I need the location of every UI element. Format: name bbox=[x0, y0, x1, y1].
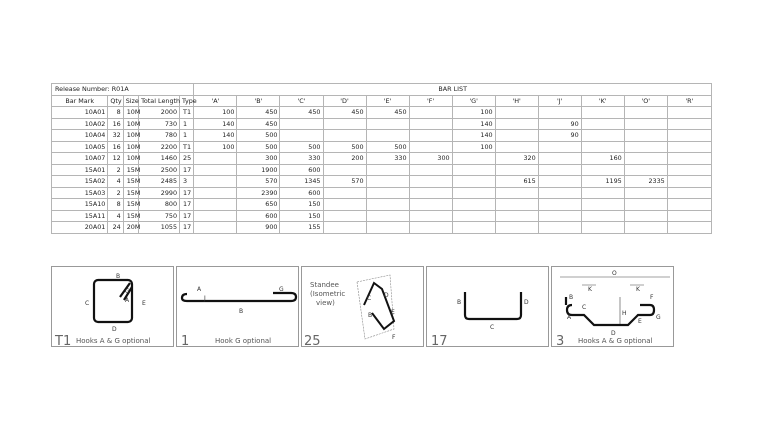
label-25-c: C bbox=[367, 295, 372, 302]
table-cell bbox=[409, 118, 452, 130]
table-cell: 2200 bbox=[139, 141, 180, 153]
table-cell bbox=[409, 222, 452, 234]
shape-code-1: 1 bbox=[181, 334, 190, 349]
table-cell: 150 bbox=[280, 199, 323, 211]
table-cell: 500 bbox=[280, 141, 323, 153]
column-header: 'C' bbox=[280, 95, 323, 107]
shape-25-bar bbox=[364, 283, 394, 329]
table-cell bbox=[495, 210, 538, 222]
label-25-b: B bbox=[368, 312, 373, 319]
shape-17-panel bbox=[426, 266, 549, 347]
table-cell: 10A04 bbox=[52, 130, 108, 142]
table-cell bbox=[538, 222, 581, 234]
table-cell: 10M bbox=[123, 107, 138, 119]
table-cell: 15A02 bbox=[52, 176, 108, 188]
table-cell bbox=[495, 222, 538, 234]
table-cell: 450 bbox=[366, 107, 409, 119]
table-cell: 600 bbox=[280, 187, 323, 199]
table-cell bbox=[495, 130, 538, 142]
table-cell bbox=[409, 187, 452, 199]
label-1-a: A bbox=[197, 286, 202, 293]
shape-17-bar bbox=[465, 292, 521, 319]
table-cell bbox=[667, 187, 711, 199]
table-cell: 100 bbox=[452, 107, 495, 119]
column-header: 'J' bbox=[538, 95, 581, 107]
shape-note-t1: Hooks A & G optional bbox=[76, 337, 151, 345]
table-cell: 320 bbox=[495, 153, 538, 165]
table-cell: 330 bbox=[366, 153, 409, 165]
table-cell: 1460 bbox=[139, 153, 180, 165]
table-cell: 4 bbox=[108, 210, 123, 222]
shape-note-25-3: view) bbox=[316, 299, 335, 307]
table-cell bbox=[452, 153, 495, 165]
table-cell bbox=[624, 164, 667, 176]
table-cell: 1 bbox=[180, 118, 194, 130]
table-cell bbox=[409, 176, 452, 188]
label-3-h: H bbox=[622, 310, 627, 317]
label-1-b: B bbox=[239, 308, 244, 315]
label-25-d: D bbox=[384, 292, 389, 299]
table-cell: 150 bbox=[280, 210, 323, 222]
table-cell bbox=[409, 107, 452, 119]
table-cell bbox=[194, 153, 237, 165]
table-cell bbox=[667, 222, 711, 234]
shape-1-panel bbox=[176, 266, 299, 347]
table-cell bbox=[194, 176, 237, 188]
label-17-c: C bbox=[490, 324, 495, 331]
table-cell: 10M bbox=[123, 118, 138, 130]
table-cell bbox=[366, 187, 409, 199]
table-row bbox=[52, 164, 712, 176]
shape-code-25: 25 bbox=[304, 334, 321, 349]
table-cell: 450 bbox=[323, 107, 366, 119]
table-cell bbox=[538, 187, 581, 199]
table-cell: 300 bbox=[237, 153, 280, 165]
table-cell: 500 bbox=[323, 141, 366, 153]
table-cell bbox=[624, 187, 667, 199]
table-cell bbox=[323, 118, 366, 130]
table-cell: 16 bbox=[108, 118, 123, 130]
table-row bbox=[52, 176, 712, 188]
table-cell bbox=[323, 199, 366, 211]
table-cell bbox=[452, 210, 495, 222]
table-cell bbox=[280, 118, 323, 130]
table-cell: 600 bbox=[280, 164, 323, 176]
table-cell: 10M bbox=[123, 153, 138, 165]
table-row bbox=[52, 222, 712, 234]
table-cell: 15A03 bbox=[52, 187, 108, 199]
table-cell bbox=[495, 187, 538, 199]
table-cell: 15A11 bbox=[52, 210, 108, 222]
table-cell: 140 bbox=[194, 130, 237, 142]
label-3-d: D bbox=[611, 330, 616, 337]
column-header: Bar Mark bbox=[52, 95, 108, 107]
table-cell: T1 bbox=[180, 141, 194, 153]
table-cell bbox=[495, 199, 538, 211]
table-cell: 17 bbox=[180, 222, 194, 234]
table-cell bbox=[366, 118, 409, 130]
table-cell: 2000 bbox=[139, 107, 180, 119]
table-cell: 750 bbox=[139, 210, 180, 222]
column-header: 'G' bbox=[452, 95, 495, 107]
table-cell: 100 bbox=[194, 141, 237, 153]
table-cell bbox=[409, 164, 452, 176]
table-cell: 25 bbox=[180, 153, 194, 165]
table-cell bbox=[667, 153, 711, 165]
table-row bbox=[52, 107, 712, 119]
table-row bbox=[52, 118, 712, 130]
table-cell bbox=[581, 222, 624, 234]
table-cell: 500 bbox=[237, 130, 280, 142]
table-cell bbox=[624, 199, 667, 211]
table-cell: 8 bbox=[108, 199, 123, 211]
table-cell bbox=[366, 222, 409, 234]
table-cell bbox=[667, 210, 711, 222]
table-cell: 4 bbox=[108, 176, 123, 188]
table-cell bbox=[194, 222, 237, 234]
table-cell bbox=[624, 210, 667, 222]
table-cell bbox=[624, 107, 667, 119]
column-header: 'E' bbox=[366, 95, 409, 107]
table-cell: 2485 bbox=[139, 176, 180, 188]
table-cell: 1345 bbox=[280, 176, 323, 188]
table-cell bbox=[409, 199, 452, 211]
table-cell: 600 bbox=[237, 210, 280, 222]
table-cell: 500 bbox=[366, 141, 409, 153]
table-cell: 1055 bbox=[139, 222, 180, 234]
table-cell: 300 bbox=[409, 153, 452, 165]
table-cell: 10A02 bbox=[52, 118, 108, 130]
shape-note-25-2: (Isometric bbox=[310, 290, 346, 298]
label-t1-b: B bbox=[116, 273, 121, 280]
table-cell bbox=[366, 130, 409, 142]
table-cell bbox=[581, 199, 624, 211]
table-cell: 1 bbox=[180, 130, 194, 142]
table-cell: 2990 bbox=[139, 187, 180, 199]
table-cell: 155 bbox=[280, 222, 323, 234]
table-cell bbox=[452, 199, 495, 211]
table-cell: 900 bbox=[237, 222, 280, 234]
label-17-b: B bbox=[457, 299, 462, 306]
table-cell: 730 bbox=[139, 118, 180, 130]
table-cell bbox=[624, 141, 667, 153]
table-cell bbox=[323, 164, 366, 176]
shape-1-bar bbox=[182, 293, 296, 301]
table-cell bbox=[409, 130, 452, 142]
table-cell bbox=[452, 187, 495, 199]
table-cell bbox=[624, 153, 667, 165]
label-1-g: G bbox=[279, 286, 284, 293]
table-cell bbox=[581, 141, 624, 153]
table-cell: 200 bbox=[323, 153, 366, 165]
table-cell bbox=[194, 199, 237, 211]
table-cell: 140 bbox=[194, 118, 237, 130]
table-cell bbox=[366, 164, 409, 176]
table-row bbox=[52, 153, 712, 165]
table-cell: 90 bbox=[538, 130, 581, 142]
column-header: 'O' bbox=[624, 95, 667, 107]
label-3-b: B bbox=[569, 294, 574, 301]
table-cell: 24 bbox=[108, 222, 123, 234]
table-cell: 100 bbox=[452, 141, 495, 153]
table-cell: 570 bbox=[237, 176, 280, 188]
table-cell: 15M bbox=[123, 199, 138, 211]
label-t1-g: G bbox=[125, 288, 130, 295]
table-cell bbox=[452, 222, 495, 234]
table-cell: 10A01 bbox=[52, 107, 108, 119]
table-cell: 780 bbox=[139, 130, 180, 142]
table-cell bbox=[667, 141, 711, 153]
table-cell: 15M bbox=[123, 187, 138, 199]
table-cell bbox=[581, 187, 624, 199]
table-cell: 1195 bbox=[581, 176, 624, 188]
table-cell: 16 bbox=[108, 141, 123, 153]
table-cell: 570 bbox=[323, 176, 366, 188]
table-cell bbox=[495, 164, 538, 176]
table-cell: 15M bbox=[123, 164, 138, 176]
table-cell: 2500 bbox=[139, 164, 180, 176]
table-cell bbox=[581, 164, 624, 176]
table-cell bbox=[409, 141, 452, 153]
table-cell: 32 bbox=[108, 130, 123, 142]
shape-note-3: Hooks A & G optional bbox=[578, 337, 653, 345]
shape-code-3: 3 bbox=[556, 334, 565, 349]
table-cell: 15M bbox=[123, 210, 138, 222]
column-header: Size bbox=[123, 95, 138, 107]
table-cell: 500 bbox=[237, 141, 280, 153]
column-header: 'H' bbox=[495, 95, 538, 107]
label-25-e: E bbox=[391, 309, 395, 316]
table-cell bbox=[667, 107, 711, 119]
label-3-k2: K bbox=[636, 286, 640, 293]
table-cell: 20M bbox=[123, 222, 138, 234]
bar-list-title: BAR LIST bbox=[194, 84, 712, 96]
table-cell bbox=[538, 164, 581, 176]
table-cell: 330 bbox=[280, 153, 323, 165]
table-cell bbox=[323, 210, 366, 222]
table-cell: 10A05 bbox=[52, 141, 108, 153]
table-cell: 17 bbox=[180, 199, 194, 211]
table-cell bbox=[538, 210, 581, 222]
table-cell: 615 bbox=[495, 176, 538, 188]
table-cell bbox=[194, 210, 237, 222]
table-cell bbox=[194, 187, 237, 199]
column-header: 'A' bbox=[194, 95, 237, 107]
label-25-f: F bbox=[392, 334, 396, 341]
shape-25-panel bbox=[301, 266, 424, 347]
table-cell bbox=[667, 130, 711, 142]
shape-t1-panel bbox=[51, 266, 174, 347]
table-cell bbox=[667, 176, 711, 188]
table-cell bbox=[581, 210, 624, 222]
table-cell bbox=[538, 199, 581, 211]
label-t1-c: C bbox=[85, 300, 90, 307]
table-cell bbox=[624, 118, 667, 130]
table-row bbox=[52, 199, 712, 211]
column-header: 'F' bbox=[409, 95, 452, 107]
table-cell: T1 bbox=[180, 107, 194, 119]
column-header: 'K' bbox=[581, 95, 624, 107]
column-header: Type bbox=[180, 95, 194, 107]
shape-3-panel bbox=[551, 266, 674, 347]
release-number: Release Number: R01A bbox=[52, 84, 194, 96]
table-cell: 2390 bbox=[237, 187, 280, 199]
table-row bbox=[52, 187, 712, 199]
table-cell: 15A01 bbox=[52, 164, 108, 176]
label-1-j: J bbox=[204, 295, 206, 302]
table-cell bbox=[538, 176, 581, 188]
label-3-o: O bbox=[612, 270, 617, 277]
table-cell: 10M bbox=[123, 141, 138, 153]
label-17-d: D bbox=[524, 299, 529, 306]
column-header: Total Length bbox=[139, 95, 180, 107]
table-cell: 17 bbox=[180, 187, 194, 199]
table-cell bbox=[624, 222, 667, 234]
table-cell bbox=[366, 210, 409, 222]
table-cell bbox=[538, 141, 581, 153]
table-cell: 450 bbox=[237, 107, 280, 119]
table-cell: 450 bbox=[280, 107, 323, 119]
table-cell: 17 bbox=[180, 210, 194, 222]
table-cell bbox=[581, 130, 624, 142]
column-header: Qty bbox=[108, 95, 123, 107]
table-cell: 800 bbox=[139, 199, 180, 211]
table-cell: 650 bbox=[237, 199, 280, 211]
label-t1-e: E bbox=[142, 300, 146, 307]
table-cell: 3 bbox=[180, 176, 194, 188]
shape-note-25-1: Standee bbox=[310, 281, 339, 289]
column-header: 'D' bbox=[323, 95, 366, 107]
table-cell: 15A10 bbox=[52, 199, 108, 211]
table-cell bbox=[323, 222, 366, 234]
table-row bbox=[52, 210, 712, 222]
table-cell bbox=[323, 187, 366, 199]
table-cell bbox=[495, 118, 538, 130]
table-cell: 15M bbox=[123, 176, 138, 188]
label-3-f: F bbox=[650, 294, 654, 301]
label-3-c: C bbox=[582, 304, 587, 311]
table-cell bbox=[495, 141, 538, 153]
column-header: 'B' bbox=[237, 95, 280, 107]
label-3-k1: K bbox=[588, 286, 592, 293]
table-cell: 100 bbox=[194, 107, 237, 119]
shape-code-17: 17 bbox=[431, 334, 448, 349]
table-cell bbox=[538, 107, 581, 119]
label-t1-d: D bbox=[112, 326, 117, 333]
table-cell bbox=[366, 176, 409, 188]
table-cell: 20A01 bbox=[52, 222, 108, 234]
table-cell: 1900 bbox=[237, 164, 280, 176]
table-cell: 90 bbox=[538, 118, 581, 130]
label-3-a: A bbox=[567, 314, 572, 321]
table-cell bbox=[409, 210, 452, 222]
table-cell: 8 bbox=[108, 107, 123, 119]
table-cell: 12 bbox=[108, 153, 123, 165]
table-cell bbox=[495, 107, 538, 119]
table-cell bbox=[323, 130, 366, 142]
table-cell bbox=[581, 118, 624, 130]
table-cell bbox=[366, 199, 409, 211]
table-cell bbox=[538, 153, 581, 165]
shape-note-1: Hook G optional bbox=[215, 337, 272, 345]
table-cell: 2335 bbox=[624, 176, 667, 188]
table-cell bbox=[452, 164, 495, 176]
table-cell: 17 bbox=[180, 164, 194, 176]
table-cell bbox=[452, 176, 495, 188]
table-cell: 2 bbox=[108, 164, 123, 176]
table-cell bbox=[667, 164, 711, 176]
table-cell bbox=[667, 199, 711, 211]
table-cell bbox=[280, 130, 323, 142]
table-cell: 140 bbox=[452, 130, 495, 142]
table-cell: 2 bbox=[108, 187, 123, 199]
table-row bbox=[52, 141, 712, 153]
label-3-e: E bbox=[638, 318, 642, 325]
column-header: 'R' bbox=[667, 95, 711, 107]
table-cell bbox=[624, 130, 667, 142]
table-cell: 160 bbox=[581, 153, 624, 165]
label-3-g: G bbox=[656, 314, 661, 321]
table-cell: 10M bbox=[123, 130, 138, 142]
table-row bbox=[52, 130, 712, 142]
table-cell bbox=[194, 164, 237, 176]
shape-code-t1: T1 bbox=[55, 334, 72, 349]
table-cell: 450 bbox=[237, 118, 280, 130]
table-cell bbox=[581, 107, 624, 119]
table-cell bbox=[667, 118, 711, 130]
bar-list-table bbox=[51, 83, 712, 234]
header-row bbox=[52, 95, 712, 107]
table-cell: 10A07 bbox=[52, 153, 108, 165]
label-t1-a: A bbox=[125, 297, 130, 304]
table-cell: 140 bbox=[452, 118, 495, 130]
